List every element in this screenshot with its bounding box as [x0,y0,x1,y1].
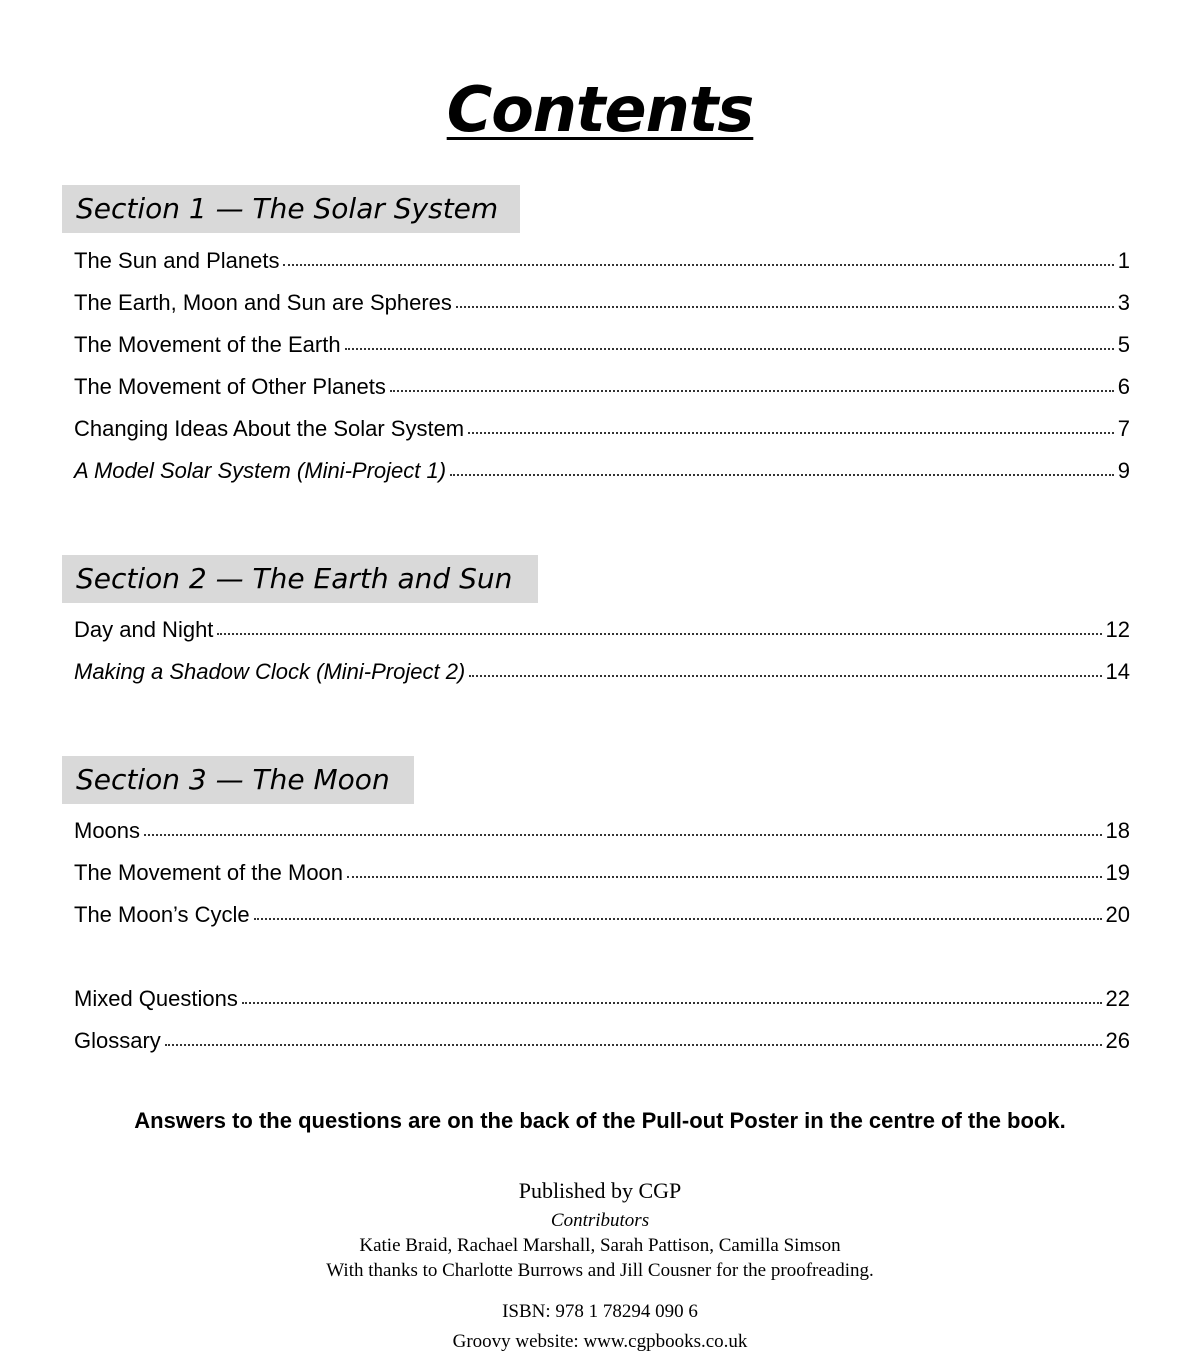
entry-title: Making a Shadow Clock (Mini-Project 2) [74,659,466,684]
entry-page: 12 [1105,617,1130,642]
toc-entry[interactable] [74,450,1130,492]
toc-entry[interactable] [74,324,1130,366]
section-3-entries [74,810,1130,936]
dot-leader [347,876,1101,878]
entry-title: Glossary [74,1028,161,1053]
dot-leader [456,306,1114,308]
toc-entry[interactable] [74,651,1130,693]
entry-page: 18 [1105,818,1130,843]
dot-leader [217,633,1101,635]
section-1-entries [74,240,1130,492]
website-line[interactable]: Groovy website: www.cgpbooks.co.uk [452,1331,748,1352]
toc-entry[interactable] [74,978,1130,1020]
toc-entry[interactable] [74,609,1130,651]
entry-title: Moons [74,818,141,843]
dot-leader [450,474,1114,476]
dot-leader [469,675,1101,677]
dot-leader [165,1044,1102,1046]
dot-leader [144,834,1101,836]
entry-title: The Sun and Planets [74,248,280,273]
toc-entry[interactable] [74,282,1130,324]
entry-page: 5 [1117,332,1130,357]
contributors-names: Katie Braid, Rachael Marshall, Sarah Pattison, Camilla Simson [359,1235,841,1256]
entry-title: Day and Night [74,617,214,642]
dot-leader [390,390,1114,392]
entry-title: The Movement of Other Planets [74,374,386,399]
section-3-heading: Section 3 — The Moon [62,756,414,804]
dot-leader [283,264,1113,266]
entry-page: 19 [1105,860,1130,885]
entry-title: A Model Solar System (Mini-Project 1) [74,458,447,483]
answers-note: Answers to the questions are on the back of the Pull-out Poster in the centre of the book. [134,1108,1066,1133]
entry-title: Mixed Questions [74,986,238,1011]
entry-title: The Earth, Moon and Sun are Spheres [74,290,452,315]
entry-title: Changing Ideas About the Solar System [74,416,465,441]
entry-page: 22 [1105,986,1130,1011]
entry-page: 1 [1117,248,1130,273]
entry-page: 9 [1117,458,1130,483]
dot-leader [345,348,1114,350]
entry-title: The Movement of the Earth [74,332,341,357]
entry-title: The Moon’s Cycle [74,902,250,927]
publisher-line: Published by CGP [518,1178,682,1203]
section-2-heading: Section 2 — The Earth and Sun [62,555,538,603]
toc-entry[interactable] [74,852,1130,894]
dot-leader [254,918,1102,920]
entry-page: 3 [1117,290,1130,315]
toc-entry[interactable] [74,408,1130,450]
toc-entry[interactable] [74,240,1130,282]
contributors-label: Contributors [550,1210,650,1231]
section-2-entries [74,609,1130,693]
page-title: Contents [446,73,754,146]
dot-leader [242,1002,1102,1004]
extra-entries [74,978,1130,1062]
entry-page: 20 [1105,902,1130,927]
toc-entry[interactable] [74,366,1130,408]
entry-page: 26 [1105,1028,1130,1053]
entry-page: 14 [1105,659,1130,684]
thanks-line: With thanks to Charlotte Burrows and Jill Cousner for the proofreading. [326,1260,874,1281]
toc-entry[interactable] [74,810,1130,852]
section-1-heading: Section 1 — The Solar System [62,185,520,233]
entry-page: 7 [1117,416,1130,441]
entry-page: 6 [1117,374,1130,399]
entry-title: The Movement of the Moon [74,860,344,885]
toc-entry[interactable] [74,894,1130,936]
isbn-line: ISBN: 978 1 78294 090 6 [502,1301,698,1322]
dot-leader [468,432,1114,434]
toc-entry[interactable] [74,1020,1130,1062]
